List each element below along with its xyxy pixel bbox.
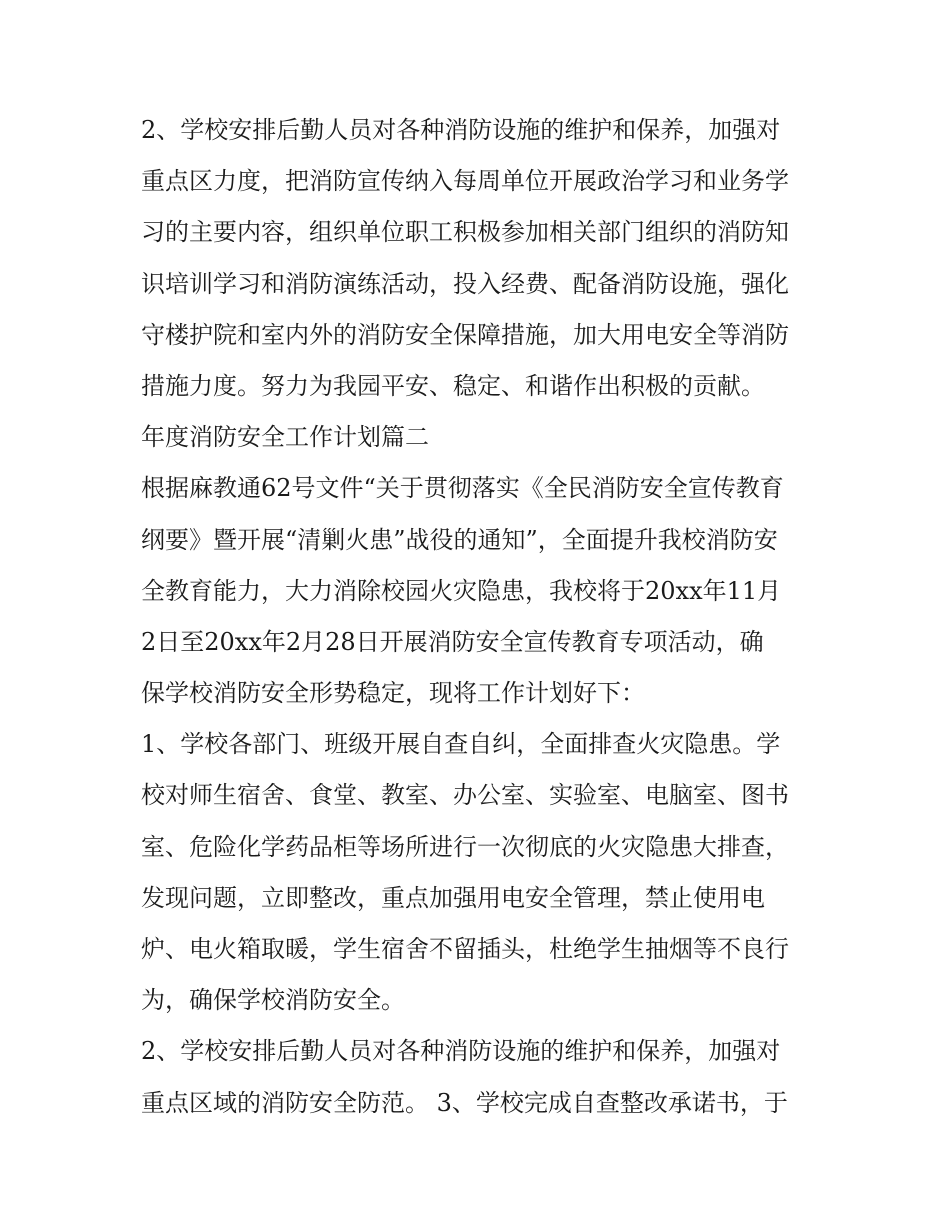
text-line: 校对师生宿舍、食堂、教室、办公室、实验室、电脑室、图书 [141, 781, 789, 810]
text-line: 室、危险化学药品柜等场所进行一次彻底的火灾隐患大排查， [141, 832, 789, 861]
text-line: 习的主要内容，组织单位职工积极参加相关部门组织的消防知 [141, 218, 789, 247]
text-line: 措施力度。努力为我园平安、稳定、和谐作出积极的贡献。 [141, 371, 765, 400]
text-line: 纲要》暨开展“清剿火患”战役的通知”，全面提升我校消防安 [141, 525, 778, 554]
heading-line: 年度消防安全工作计划篇二 [141, 423, 429, 452]
text-line: 1、学校各部门、班级开展自查自纠，全面排查火灾隐患。学 [141, 730, 781, 759]
text-line: 根据麻教通62号文件“关于贯彻落实《全民消防安全宣传教育 [141, 474, 784, 503]
document-body [141, 105, 821, 1129]
text-line: 重点区力度，把消防宣传纳入每周单位开展政治学习和业务学 [141, 167, 789, 196]
text-line: 全教育能力，大力消除校园火灾隐患，我校将于20xx年11月 [141, 576, 782, 605]
text-line: 保学校消防安全形势稳定，现将工作计划好下： [141, 679, 645, 708]
text-line: 2日至20xx年2月28日开展消防安全宣传教育专项活动，确 [141, 627, 764, 656]
text-line: 重点区域的消防安全防范。 3、学校完成自查整改承诺书，于 [141, 1088, 788, 1117]
paragraph-intro [141, 463, 821, 719]
paragraph-self-inspection [141, 719, 821, 1026]
text-line: 为，确保学校消防安全。 [141, 986, 405, 1015]
text-line: 发现问题，立即整改，重点加强用电安全管理，禁止使用电 [141, 883, 765, 912]
text-line: 2、学校安排后勤人员对各种消防设施的维护和保养，加强对 [141, 116, 781, 144]
section-heading [141, 412, 821, 463]
text-line: 炉、电火箱取暖，学生宿舍不留插头，杜绝学生抽烟等不良行 [141, 935, 789, 963]
text-line: 识培训学习和消防演练活动，投入经费、配备消防设施，强化 [141, 269, 789, 298]
paragraph-maintenance-2 [141, 1026, 821, 1128]
text-line: 守楼护院和室内外的消防安全保障措施，加大用电安全等消防 [141, 320, 789, 349]
paragraph-maintenance-1 [141, 105, 821, 412]
text-line: 2、学校安排后勤人员对各种消防设施的维护和保养，加强对 [141, 1037, 781, 1066]
